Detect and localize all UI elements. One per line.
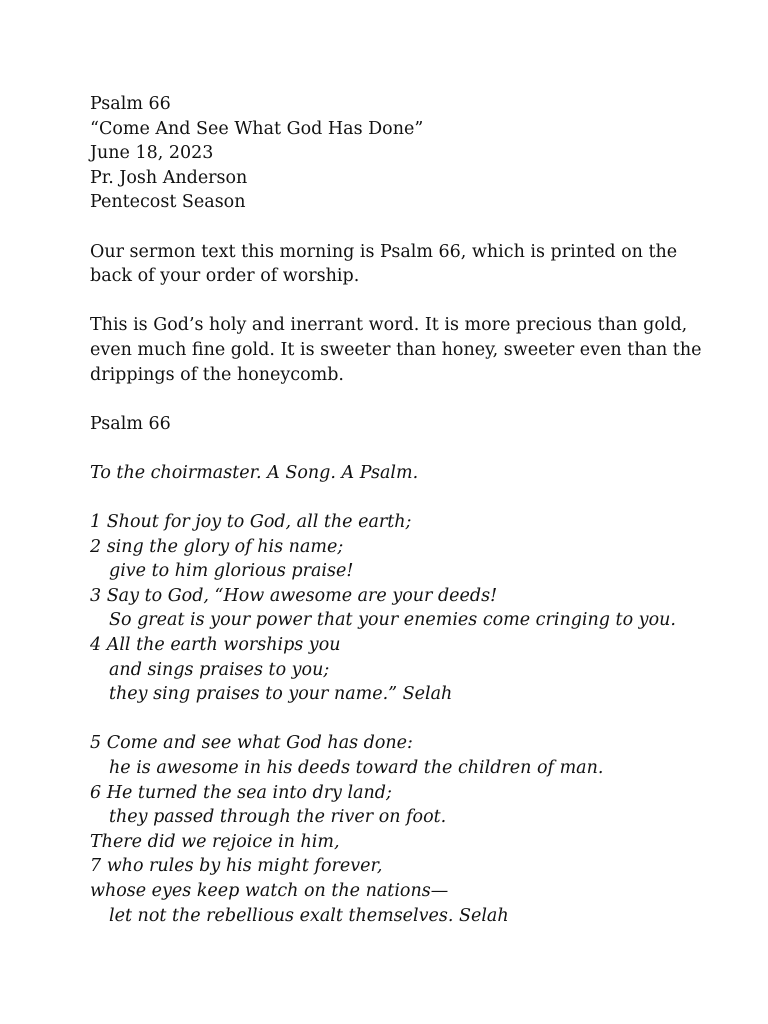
sermon-title: “Come And See What God Has Done”	[90, 118, 424, 139]
verse-line: 4 All the earth worships you	[90, 635, 341, 656]
verse-line-indented: So great is your power that your enemies come cringing to you.	[109, 610, 676, 631]
liturgical-season: Pentecost Season	[90, 192, 246, 213]
verse-line-indented: they passed through the river on foot.	[109, 807, 447, 828]
verse-line: There did we rejoice in him,	[90, 831, 340, 852]
spacer	[90, 707, 730, 732]
verse-line-indented: give to him glorious praise!	[109, 561, 354, 582]
verse-line: 1 Shout for joy to God, all the earth;	[90, 512, 412, 533]
sermon-header	[90, 92, 730, 215]
verse-line: 6 He turned the sea into dry land;	[90, 782, 392, 803]
psalm-heading: Psalm 66	[90, 413, 171, 434]
verse-line-indented: they sing praises to your name.” Selah	[109, 684, 453, 705]
pastor-name: Pr. Josh Anderson	[90, 167, 248, 188]
paragraph-line: even much fine gold. It is sweeter than honey, sweeter even than the	[90, 339, 702, 360]
paragraph-line: Our sermon text this morning is Psalm 66, which is printed on the	[90, 241, 678, 262]
spacer	[90, 387, 730, 412]
spacer	[90, 486, 730, 511]
verse-line: 3 Say to God, “How awesome are your deeds!	[90, 585, 498, 606]
spacer	[90, 289, 730, 314]
paragraph-line: drippings of the honeycomb.	[90, 364, 344, 385]
intro-paragraph-1	[90, 240, 730, 289]
psalm-superscription: To the choirmaster. A Song. A Psalm.	[90, 462, 419, 483]
sermon-date: June 18, 2023	[90, 143, 214, 164]
spacer	[90, 436, 730, 461]
verse-line: 2 sing the glory of his name;	[90, 536, 344, 557]
psalm-stanza-1	[90, 510, 730, 707]
intro-paragraph-2	[90, 313, 730, 387]
verse-line-indented: he is awesome in his deeds toward the children of man.	[109, 758, 604, 779]
sermon-document	[90, 92, 730, 928]
verse-line: whose eyes keep watch on the nations—	[90, 881, 449, 901]
verse-line: 7 who rules by his might forever,	[90, 856, 383, 877]
verse-line-indented: let not the rebellious exalt themselves. Selah	[109, 905, 509, 926]
verse-line: 5 Come and see what God has done:	[90, 733, 413, 754]
psalm-stanza-2	[90, 731, 730, 928]
paragraph-line: back of your order of worship.	[90, 266, 360, 287]
verse-line-indented: and sings praises to you;	[109, 659, 330, 680]
paragraph-line: This is God’s holy and inerrant word. It is more precious than gold,	[90, 315, 688, 336]
document-title: Psalm 66	[90, 94, 171, 114]
spacer	[90, 215, 730, 240]
